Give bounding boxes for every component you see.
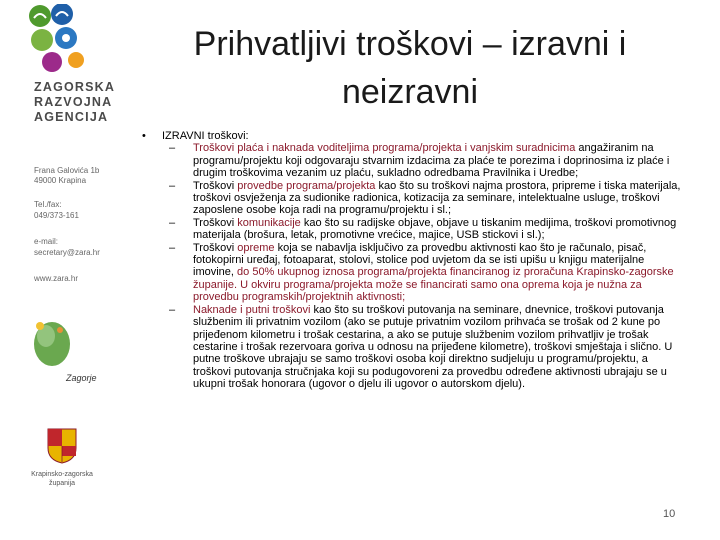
bullet-icon: •: [142, 130, 146, 142]
agency-name-line: AGENCIJA: [34, 110, 109, 124]
dash-bullet-icon: –: [169, 241, 176, 254]
item-text: Troškovi: [193, 241, 238, 254]
dash-bullet-icon: –: [169, 216, 176, 229]
address: [34, 166, 99, 186]
item-text: Troškovi: [193, 216, 238, 229]
highlight-text: opreme: [237, 241, 275, 254]
page-number: 10: [663, 508, 676, 520]
item-text: koja se nabavlja isključivo za provedbu aktivnosti kao što je računalo, pisač, fotokopirni uređaj, fotoaparat, stolovi, stolice pod uvjetom da se isti upišu u knjigu materijalne imovine,: [193, 241, 647, 279]
list-item: [142, 304, 687, 391]
sidebar: [0, 0, 120, 540]
item-text: kao što su troškovi najma prostora, pripreme i tiska materijala, troškovi osvježenja za sudionike radionica, kotizacija za seminare, intelektualne usluge, troškovi zaposlene osobe koja radi na programu/projektu i sl.;: [193, 179, 681, 217]
agency-name: [34, 80, 115, 125]
page-title: Prihvatljivi troškovi – izravni i neizravni: [193, 25, 627, 111]
list-item: [142, 242, 687, 304]
content-body: [142, 130, 687, 391]
highlight-text: komunikacije: [237, 216, 301, 229]
list-item: [142, 142, 687, 179]
list-item: [142, 180, 687, 217]
list-item: [142, 217, 687, 242]
county-name-line: županija: [48, 480, 76, 487]
item-text: angažiranim na programu/projektu koji odgovaraju stvarnim izdacima za plaće te porezima i doprinosima iz plaće i drugim troškovima vezanim uz plaću, sukladno odredbama Pravilnika i Uredbe;: [193, 142, 670, 180]
coat-of-arms-icon: [47, 428, 77, 464]
agency-name-line: ZAGORSKA: [34, 80, 116, 94]
dash-bullet-icon: –: [169, 303, 176, 316]
highlight-text: Troškovi plaća i naknada voditeljima programa/projekta i vanjskim suradnicima: [193, 142, 576, 155]
county-name: [26, 470, 98, 488]
mail-label: e-mail:: [34, 237, 59, 246]
highlight-text: Naknade i putni troškovi: [193, 303, 311, 316]
tel-label: Tel./fax:: [34, 200, 62, 209]
tel-value: 049/373-161: [34, 211, 79, 220]
dash-bullet-icon: –: [169, 179, 176, 192]
section-heading: [142, 130, 687, 142]
agency-name-line: RAZVOJNA: [34, 95, 113, 109]
section-heading-text: IZRAVNI troškovi:: [162, 130, 249, 142]
highlight-text: do 50% ukupnog iznosa programa/projekta financiranog iz proračuna Krapinsko-zagorske županije. U okviru programa/projekta može se financirati samo ona oprema koja je nužna za provedbu programskih/projektnih aktivnosti;: [193, 266, 674, 304]
address-line: 49000 Krapina: [34, 176, 87, 185]
item-text: kao što su troškovi putovanja na seminare, dnevnice, troškovi putovanja službenim ili privatnim vozilom (ako se putuje privatnim vozilom prihvaća se trošak od 2 kune po prijeđenom kilometru i trošak cestarina, a ako se putuje službenim vozilom prihvatljiv je trošak cestarine i trošak rezervoara goriva u odnosu na prijeđene kilometre), troškovi smještaja i slično. U putne troškove ubrajaju se samo troškovi osoba koji direktno sudjeluju u programu/projektu, a troškovi putovanja stručnjaka koji su podugovoreni za provedbu određene aktivnosti ubrajaju se u ukupni trošak honorara (ugovor o djelu ili ugovor o autorskom djelu).: [193, 303, 673, 391]
item-text: kao što su radijske objave, objave u tiskanim medijima, troškovi promotivnog materijala (brošura, letak, promotivne vrećice, majice, USB stickovi i sl.);: [193, 216, 677, 242]
agency-logo-icon: [28, 4, 88, 74]
county-name-line: Krapinsko-zagorska: [31, 471, 93, 478]
website-link[interactable]: www.zara.hr: [34, 274, 79, 283]
address-line: Frana Galovića 1b: [34, 166, 100, 175]
dash-bullet-icon: –: [169, 142, 176, 155]
mail-value: secretary@zara.hr: [34, 248, 100, 257]
zagorje-label: Zagorje: [66, 373, 97, 383]
item-text: Troškovi: [193, 179, 238, 192]
highlight-text: provedbe programa/projekta: [237, 179, 376, 192]
